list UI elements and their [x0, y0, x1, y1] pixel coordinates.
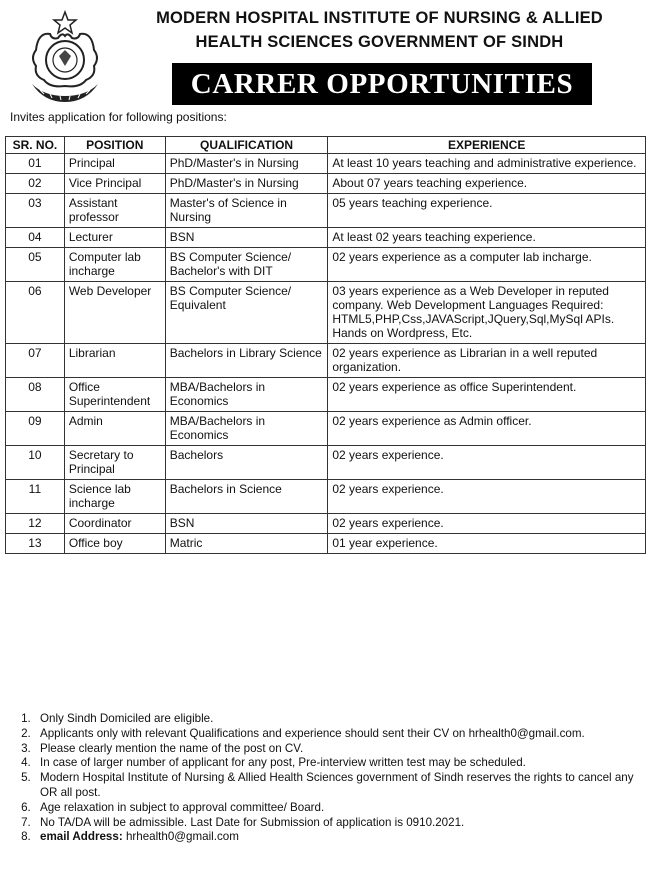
header — [0, 0, 651, 108]
qualification-cell: PhD/Master's in Nursing — [165, 154, 328, 174]
column-header-position: POSITION — [64, 137, 165, 154]
experience-cell: 02 years experience as Librarian in a well reputed organization. — [328, 344, 646, 378]
position-cell: Science lab incharge — [64, 480, 165, 514]
position-cell: Computer lab incharge — [64, 248, 165, 282]
sr-no-cell: 02 — [6, 174, 65, 194]
table-row — [6, 344, 646, 378]
sr-no-cell: 04 — [6, 228, 65, 248]
experience-cell: At least 02 years teaching experience. — [328, 228, 646, 248]
note-item: 5. Modern Hospital Institute of Nursing & Allied Health Sciences government of Sindh reserves the rights to cancel any OR all post. — [34, 771, 642, 801]
notes-list — [12, 712, 642, 845]
position-cell: Web Developer — [64, 282, 165, 344]
position-cell: Secretary to Principal — [64, 446, 165, 480]
sr-no-cell: 05 — [6, 248, 65, 282]
email-label: email Address: — [40, 830, 123, 844]
column-header-sr-no: SR. NO. — [6, 137, 65, 154]
note-item: 4. In case of larger number of applicant for any post, Pre-interview written test may be scheduled. — [34, 756, 642, 771]
sr-no-cell: 11 — [6, 480, 65, 514]
qualification-cell: BS Computer Science/ Bachelor's with DIT — [165, 248, 328, 282]
qualification-cell: Master's of Science in Nursing — [165, 194, 328, 228]
career-opportunities-banner: CARRER OPPORTUNITIES — [172, 63, 592, 105]
qualification-cell: Matric — [165, 534, 328, 554]
note-item: 6. Age relaxation in subject to approval committee/ Board. — [34, 801, 642, 816]
qualification-cell: Bachelors in Library Science — [165, 344, 328, 378]
experience-cell: 03 years experience as a Web Developer in reputed company. Web Development Languages Required: HTML5,PHP,Css,JAVAScript,JQuery,Sql,MySql APIs. Hands on Wordpress, Etc. — [328, 282, 646, 344]
positions-table — [5, 136, 646, 554]
experience-cell: 02 years experience. — [328, 480, 646, 514]
position-cell: Assistant professor — [64, 194, 165, 228]
email-address[interactable]: hrhealth0@gmail.com — [125, 830, 239, 844]
qualification-cell: Bachelors — [165, 446, 328, 480]
intro-text: Invites application for following positions: — [10, 110, 227, 124]
experience-cell: 02 years experience as a computer lab incharge. — [328, 248, 646, 282]
experience-cell: About 07 years teaching experience. — [328, 174, 646, 194]
qualification-cell: BS Computer Science/ Equivalent — [165, 282, 328, 344]
notes-section — [12, 712, 642, 845]
position-cell: Lecturer — [64, 228, 165, 248]
position-cell: Office Superintendent — [64, 378, 165, 412]
qualification-cell: BSN — [165, 514, 328, 534]
table-row — [6, 378, 646, 412]
table-row — [6, 534, 646, 554]
table-row — [6, 412, 646, 446]
sr-no-cell: 10 — [6, 446, 65, 480]
sr-no-cell: 08 — [6, 378, 65, 412]
note-item: 7. No TA/DA will be admissible. Last Date for Submission of application is 0910.2021. — [34, 816, 642, 831]
table-row — [6, 194, 646, 228]
table-row — [6, 228, 646, 248]
experience-cell: 01 year experience. — [328, 534, 646, 554]
position-cell: Coordinator — [64, 514, 165, 534]
sindh-government-emblem-icon — [24, 10, 106, 106]
sr-no-cell: 06 — [6, 282, 65, 344]
qualification-cell: BSN — [165, 228, 328, 248]
experience-cell: 02 years experience. — [328, 514, 646, 534]
experience-cell: At least 10 years teaching and administrative experience. — [328, 154, 646, 174]
institute-name-line2: HEALTH SCIENCES GOVERNMENT OF SINDH — [195, 33, 564, 51]
position-cell: Librarian — [64, 344, 165, 378]
sr-no-cell: 09 — [6, 412, 65, 446]
experience-cell: 02 years experience. — [328, 446, 646, 480]
sr-no-cell: 07 — [6, 344, 65, 378]
table-header-row — [6, 137, 646, 154]
table-row — [6, 248, 646, 282]
table-row — [6, 154, 646, 174]
note-item: 3. Please clearly mention the name of the post on CV. — [34, 742, 642, 757]
sr-no-cell: 13 — [6, 534, 65, 554]
column-header-qualification: QUALIFICATION — [165, 137, 328, 154]
sr-no-cell: 03 — [6, 194, 65, 228]
qualification-cell: MBA/Bachelors in Economics — [165, 378, 328, 412]
note-item: 2. Applicants only with relevant Qualifications and experience should sent their CV on hrhealth0@gmail.com. — [34, 727, 642, 742]
institute-name-line1: MODERN HOSPITAL INSTITUTE OF NURSING & ALLIED — [156, 9, 603, 27]
table-row — [6, 480, 646, 514]
position-cell: Admin — [64, 412, 165, 446]
sr-no-cell: 01 — [6, 154, 65, 174]
position-cell: Office boy — [64, 534, 165, 554]
table-row — [6, 174, 646, 194]
experience-cell: 05 years teaching experience. — [328, 194, 646, 228]
table-row — [6, 282, 646, 344]
experience-cell: 02 years experience as Admin officer. — [328, 412, 646, 446]
sr-no-cell: 12 — [6, 514, 65, 534]
qualification-cell: Bachelors in Science — [165, 480, 328, 514]
table-row — [6, 446, 646, 480]
note-item: 1. Only Sindh Domiciled are eligible. — [34, 712, 642, 727]
note-item-email — [34, 830, 642, 845]
table-row — [6, 514, 646, 534]
column-header-experience: EXPERIENCE — [328, 137, 646, 154]
experience-cell: 02 years experience as office Superintendent. — [328, 378, 646, 412]
qualification-cell: MBA/Bachelors in Economics — [165, 412, 328, 446]
position-cell: Vice Principal — [64, 174, 165, 194]
qualification-cell: PhD/Master's in Nursing — [165, 174, 328, 194]
position-cell: Principal — [64, 154, 165, 174]
